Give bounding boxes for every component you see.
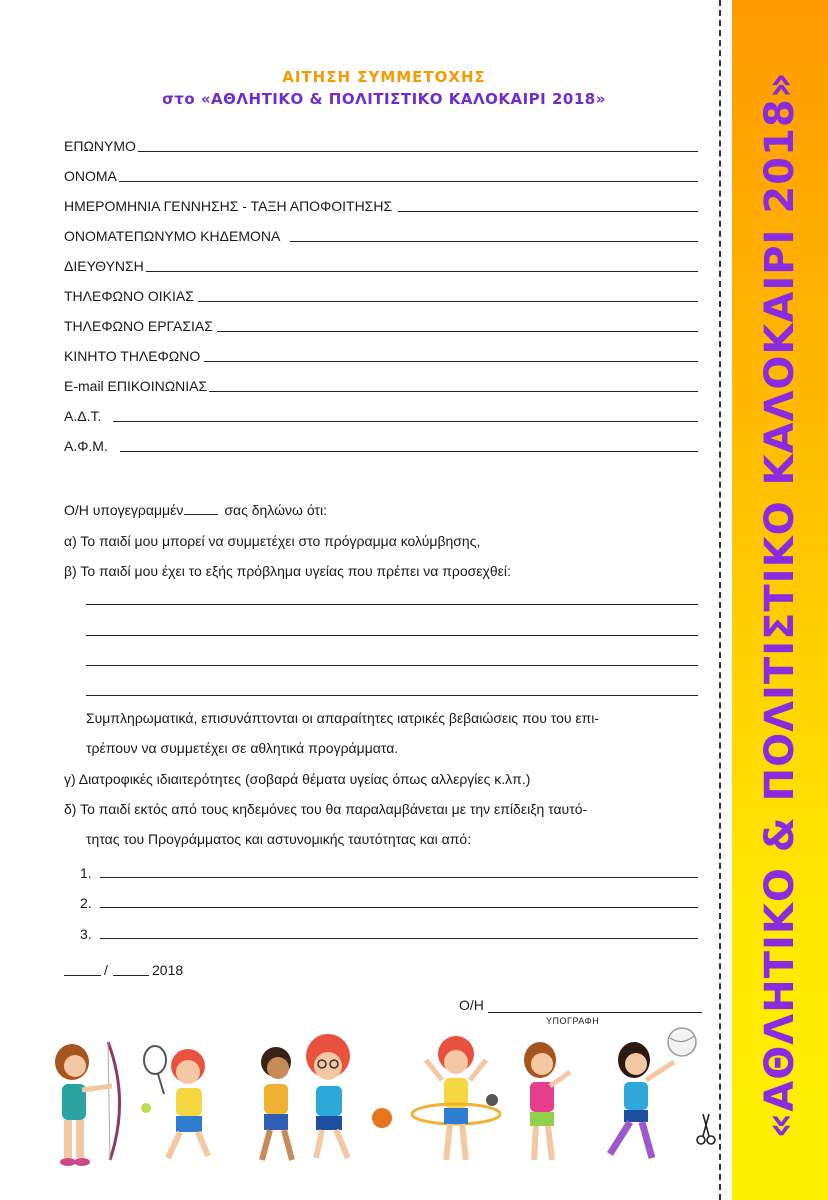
pickup-line-1[interactable] <box>100 877 698 878</box>
field-name[interactable] <box>64 164 698 184</box>
health-line-1[interactable] <box>86 604 698 605</box>
declaration-intro-end: σας δηλώνω ότι: <box>224 502 327 518</box>
form-subtitle: στο «ΑΘΛΗΤΙΚΟ & ΠΟΛΙΤΙΣΤΙΚΟ ΚΑΛΟΚΑΙΡΙ 2018» <box>162 90 606 108</box>
field-label: E-mail ΕΠΙΚΟΙΝΩΝΙΑΣ <box>64 378 208 394</box>
health-line-3[interactable] <box>86 665 698 666</box>
declaration-intro <box>64 501 327 519</box>
fill-line[interactable] <box>120 451 698 452</box>
medical-note-line-2: τρέπουν να συμμετέχει σε αθλητικά προγράμματα. <box>86 740 399 756</box>
gender-suffix-line[interactable] <box>184 514 218 515</box>
pickup-line-3[interactable] <box>100 938 698 939</box>
hula-hoop-boy-illustration <box>412 1036 500 1160</box>
fill-line[interactable] <box>198 301 698 302</box>
field-label: ΗΜΕΡΟΜΗΝΙΑ ΓΕΝΝΗΣΗΣ - ΤΑΞΗ ΑΠΟΦΟΙΤΗΣΗΣ <box>64 198 393 214</box>
field-address[interactable] <box>64 254 698 274</box>
tennis-boy-illustration <box>141 1046 208 1158</box>
field-label: ΕΠΩΝΥΜΟ <box>64 138 136 154</box>
fill-line[interactable] <box>204 361 698 362</box>
field-label: ΔΙΕΥΘΥΝΣΗ <box>64 258 144 274</box>
fill-line[interactable] <box>138 151 698 152</box>
field-label: ΤΗΛΕΦΩΝΟ ΕΡΓΑΣΙΑΣ <box>64 318 213 334</box>
signature-prefix: Ο/Η <box>459 997 484 1013</box>
fill-line[interactable] <box>209 391 698 392</box>
date-slash: / <box>104 962 108 978</box>
form-title: ΑΙΤΗΣΗ ΣΥΜΜΕΤΟΧΗΣ <box>282 68 486 86</box>
item-d-pickup-line-2: τητας του Προγράμματος και αστυνομικής ταυτότητας και από: <box>86 831 472 847</box>
medical-note-line-1: Συμπληρωματικά, επισυνάπτονται οι απαραίτητες ιατρικές βεβαιώσεις που του επι- <box>86 710 600 726</box>
date-month-line[interactable] <box>113 975 149 976</box>
basketball-boys-illustration <box>261 1034 392 1160</box>
item-a-swimming: α) Το παιδί μου μπορεί να συμμετέχει στο πρόγραμμα κολύμβησης, <box>64 533 481 549</box>
field-label: ΤΗΛΕΦΩΝΟ ΟΙΚΙΑΣ <box>64 288 194 304</box>
date-year: 2018 <box>152 962 184 978</box>
field-work-phone[interactable] <box>64 314 698 334</box>
fill-line[interactable] <box>146 271 698 272</box>
field-mobile-phone[interactable] <box>64 344 698 364</box>
signature-label: ΥΠΟΓΡΑΦΗ <box>546 1016 600 1026</box>
declaration-intro-start: Ο/Η υπογεγραμμέν <box>64 502 184 518</box>
fill-line[interactable] <box>119 181 698 182</box>
kids-sports-illustration <box>30 1020 710 1180</box>
fill-line[interactable] <box>113 421 698 422</box>
date-day-line[interactable] <box>64 975 101 976</box>
field-label: Α.Δ.Τ. <box>64 408 102 424</box>
field-label: ΟΝΟΜΑ <box>64 168 117 184</box>
field-label: ΚΙΝΗΤΟ ΤΗΛΕΦΩΝΟ <box>64 348 201 364</box>
pickup-number-1: 1. <box>80 865 92 881</box>
field-label: ΟΝΟΜΑΤΕΠΩΝΥΜΟ ΚΗΔΕΜΟΝΑ <box>64 228 281 244</box>
cut-line <box>719 0 721 1200</box>
fill-line[interactable] <box>217 331 698 332</box>
pickup-number-3: 3. <box>80 926 92 942</box>
fill-line[interactable] <box>290 241 698 242</box>
girl-with-cone-illustration <box>524 1042 570 1160</box>
pickup-line-2[interactable] <box>100 907 698 908</box>
field-surname[interactable] <box>64 134 698 154</box>
side-banner-text: «ΑΘΛΗΤΙΚΟ & ΠΟΛΙΤΙΣΤΙΚΟ ΚΑΛΟΚΑΙΡΙ 2018» <box>757 71 803 1139</box>
volleyball-girl-illustration <box>610 1028 696 1158</box>
pickup-number-2: 2. <box>80 895 92 911</box>
item-c-diet: γ) Διατροφικές ιδιαιτερότητες (σοβαρά θέματα υγείας όπως αλλεργίες κ.λπ.) <box>64 771 531 787</box>
field-email[interactable] <box>64 374 698 394</box>
health-line-2[interactable] <box>86 635 698 636</box>
item-b-health: β) Το παιδί μου έχει το εξής πρόβλημα υγείας που πρέπει να προσεχθεί: <box>64 563 511 579</box>
signature-line[interactable] <box>488 1012 702 1013</box>
field-label: Α.Φ.Μ. <box>64 438 108 454</box>
field-id-number[interactable] <box>64 404 698 424</box>
field-tax-number[interactable] <box>64 434 698 454</box>
field-home-phone[interactable] <box>64 284 698 304</box>
archer-girl-illustration <box>55 1042 120 1166</box>
item-d-pickup-line-1: δ) Το παιδί εκτός από τους κηδεμόνες του θα παραλαμβάνεται με την επίδειξη ταυτό- <box>64 801 588 817</box>
scissors-icon <box>694 1112 718 1146</box>
field-birthdate-class[interactable] <box>64 194 698 214</box>
fill-line[interactable] <box>398 211 698 212</box>
health-line-4[interactable] <box>86 695 698 696</box>
field-guardian-name[interactable] <box>64 224 698 244</box>
